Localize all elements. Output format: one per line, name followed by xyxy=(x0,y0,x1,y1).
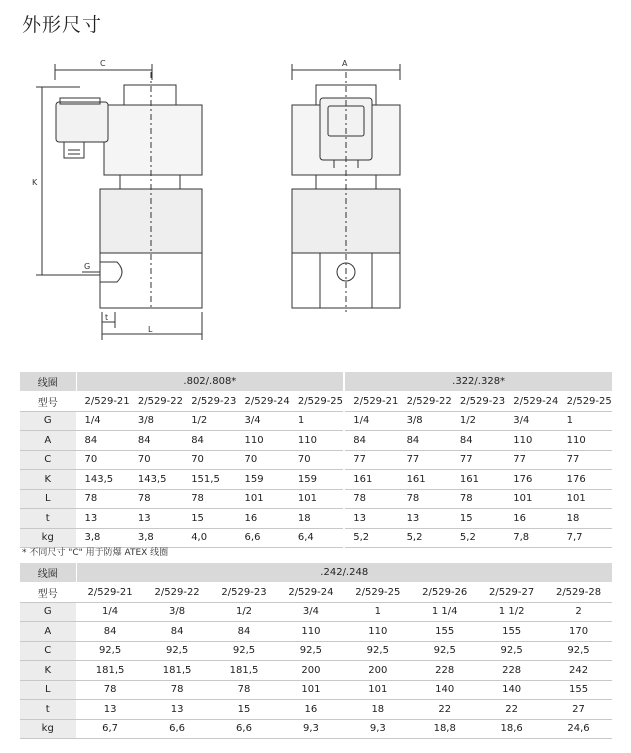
table-cell: 1 1/4 xyxy=(411,602,478,622)
table-cell: 70 xyxy=(290,450,344,470)
model-cell: 2/529-22 xyxy=(144,583,211,603)
dim-label-t: t xyxy=(105,313,109,322)
footnote: * 不同尺寸 "C" 用于防爆 ATEX 线圈 xyxy=(22,548,169,558)
table-cell: 77 xyxy=(452,450,505,470)
table-cell: 3,8 xyxy=(76,528,130,548)
dim-label-c: C xyxy=(100,59,106,68)
row-label: G xyxy=(20,602,76,622)
table-cell: 13 xyxy=(130,509,183,529)
table-cell: 155 xyxy=(545,680,612,700)
dim-label-k: K xyxy=(32,178,38,187)
table-cell: 155 xyxy=(411,622,478,642)
table-cell: 110 xyxy=(559,431,612,451)
table-cell: 1 xyxy=(559,411,612,431)
table-cell: 4,0 xyxy=(183,528,236,548)
dimension-drawing xyxy=(20,50,620,350)
table-cell: 70 xyxy=(183,450,236,470)
table-cell: 3/8 xyxy=(144,602,211,622)
table-cell: 110 xyxy=(277,622,344,642)
row-label: t xyxy=(20,700,76,720)
row-label: K xyxy=(20,470,76,490)
dim-label-l: L xyxy=(148,325,153,334)
table-cell: 16 xyxy=(237,509,290,529)
model-cell: 2/529-21 xyxy=(76,583,144,603)
table-cell: 84 xyxy=(211,622,278,642)
table-cell: 101 xyxy=(505,489,558,509)
table-cell: 3/4 xyxy=(237,411,290,431)
coil-row xyxy=(20,563,612,583)
table-row xyxy=(20,700,612,720)
table-cell: 101 xyxy=(237,489,290,509)
table-cell: 181,5 xyxy=(211,661,278,681)
table-cell: 16 xyxy=(277,700,344,720)
spec-table-1 xyxy=(20,372,612,548)
model-cell: 2/529-25 xyxy=(559,392,612,412)
table-cell: 170 xyxy=(545,622,612,642)
table-cell: 143,5 xyxy=(130,470,183,490)
table-row xyxy=(20,661,612,681)
table-cell: 84 xyxy=(183,431,236,451)
table-cell: 78 xyxy=(452,489,505,509)
table-cell: 6,4 xyxy=(290,528,344,548)
row-label: L xyxy=(20,489,76,509)
table-cell: 77 xyxy=(399,450,452,470)
table-cell: 22 xyxy=(478,700,545,720)
table-cell: 78 xyxy=(344,489,398,509)
table-cell: 7,7 xyxy=(559,528,612,548)
table-cell: 228 xyxy=(478,661,545,681)
coil-group: .242/.248 xyxy=(76,563,612,583)
table-cell: 140 xyxy=(411,680,478,700)
table-cell: 151,5 xyxy=(183,470,236,490)
table-cell: 92,5 xyxy=(144,641,211,661)
table-cell: 92,5 xyxy=(277,641,344,661)
table-cell: 9,3 xyxy=(277,719,344,739)
table-cell: 13 xyxy=(344,509,398,529)
table-cell: 159 xyxy=(237,470,290,490)
table-cell: 5,2 xyxy=(344,528,398,548)
table-cell: 70 xyxy=(237,450,290,470)
table-cell: 181,5 xyxy=(76,661,144,681)
coil-label: 线圈 xyxy=(20,372,76,392)
page-title: 外形尺寸 xyxy=(22,14,103,36)
table-cell: 22 xyxy=(411,700,478,720)
model-cell: 2/529-23 xyxy=(183,392,236,412)
table-cell: 161 xyxy=(344,470,398,490)
dim-label-g: G xyxy=(84,262,91,271)
table-cell: 84 xyxy=(344,431,398,451)
table-cell: 3/4 xyxy=(505,411,558,431)
table-row xyxy=(20,680,612,700)
table-cell: 176 xyxy=(505,470,558,490)
model-cell: 2/529-21 xyxy=(344,392,398,412)
table-cell: 3/8 xyxy=(399,411,452,431)
table-cell: 6,6 xyxy=(237,528,290,548)
table-cell: 1/2 xyxy=(183,411,236,431)
table-row xyxy=(20,411,612,431)
model-label: 型号 xyxy=(20,392,76,412)
table-row xyxy=(20,641,612,661)
table-cell: 92,5 xyxy=(211,641,278,661)
model-cell: 2/529-22 xyxy=(130,392,183,412)
table-cell: 101 xyxy=(559,489,612,509)
table-cell: 200 xyxy=(277,661,344,681)
table-cell: 155 xyxy=(478,622,545,642)
table-cell: 242 xyxy=(545,661,612,681)
table-cell: 92,5 xyxy=(545,641,612,661)
model-cell: 2/529-25 xyxy=(344,583,411,603)
coil-label: 线圈 xyxy=(20,563,76,583)
table-cell: 78 xyxy=(144,680,211,700)
table-cell: 1/4 xyxy=(76,602,144,622)
table-cell: 176 xyxy=(559,470,612,490)
table-cell: 181,5 xyxy=(144,661,211,681)
table-cell: 228 xyxy=(411,661,478,681)
table-cell: 13 xyxy=(76,700,144,720)
row-label: C xyxy=(20,641,76,661)
model-cell: 2/529-24 xyxy=(237,392,290,412)
table-row xyxy=(20,470,612,490)
table-cell: 159 xyxy=(290,470,344,490)
table-cell: 18 xyxy=(559,509,612,529)
table-cell: 92,5 xyxy=(344,641,411,661)
table-cell: 24,6 xyxy=(545,719,612,739)
table-cell: 15 xyxy=(183,509,236,529)
table-cell: 13 xyxy=(76,509,130,529)
row-label: C xyxy=(20,450,76,470)
table-cell: 110 xyxy=(290,431,344,451)
table-cell: 70 xyxy=(76,450,130,470)
row-label: t xyxy=(20,509,76,529)
row-label: L xyxy=(20,680,76,700)
table-cell: 78 xyxy=(211,680,278,700)
model-row xyxy=(20,583,612,603)
table-cell: 92,5 xyxy=(76,641,144,661)
table-cell: 84 xyxy=(399,431,452,451)
model-label: 型号 xyxy=(20,583,76,603)
table-cell: 200 xyxy=(344,661,411,681)
table-cell: 78 xyxy=(76,489,130,509)
table-cell: 1/4 xyxy=(344,411,398,431)
table-cell: 3/4 xyxy=(277,602,344,622)
model-cell: 2/529-23 xyxy=(452,392,505,412)
table-cell: 13 xyxy=(399,509,452,529)
table-cell: 77 xyxy=(505,450,558,470)
model-cell: 2/529-25 xyxy=(290,392,344,412)
table-cell: 84 xyxy=(144,622,211,642)
table-cell: 78 xyxy=(399,489,452,509)
table-cell: 84 xyxy=(452,431,505,451)
table-cell: 27 xyxy=(545,700,612,720)
row-label: kg xyxy=(20,528,76,548)
table-cell: 110 xyxy=(505,431,558,451)
model-cell: 2/529-27 xyxy=(478,583,545,603)
table-cell: 84 xyxy=(76,622,144,642)
table-row xyxy=(20,509,612,529)
table-row xyxy=(20,602,612,622)
table-cell: 161 xyxy=(399,470,452,490)
table-cell: 78 xyxy=(183,489,236,509)
table-cell: 1/2 xyxy=(211,602,278,622)
table-cell: 101 xyxy=(344,680,411,700)
table-cell: 101 xyxy=(290,489,344,509)
table-cell: 3,8 xyxy=(130,528,183,548)
row-label: A xyxy=(20,431,76,451)
model-cell: 2/529-24 xyxy=(277,583,344,603)
model-cell: 2/529-22 xyxy=(399,392,452,412)
table-cell: 70 xyxy=(130,450,183,470)
table-cell: 7,8 xyxy=(505,528,558,548)
table-cell: 110 xyxy=(344,622,411,642)
table-cell: 6,7 xyxy=(76,719,144,739)
table-cell: 1 xyxy=(344,602,411,622)
table-cell: 9,3 xyxy=(344,719,411,739)
table-cell: 6,6 xyxy=(211,719,278,739)
table-row xyxy=(20,489,612,509)
model-cell: 2/529-21 xyxy=(76,392,130,412)
table-cell: 6,6 xyxy=(144,719,211,739)
table-row xyxy=(20,431,612,451)
table-cell: 18,6 xyxy=(478,719,545,739)
table-cell: 16 xyxy=(505,509,558,529)
row-label: K xyxy=(20,661,76,681)
table-cell: 2 xyxy=(545,602,612,622)
table-cell: 5,2 xyxy=(399,528,452,548)
table-row xyxy=(20,719,612,739)
row-label: A xyxy=(20,622,76,642)
coil-group: .802/.808* xyxy=(76,372,344,392)
table-row xyxy=(20,622,612,642)
table-cell: 110 xyxy=(237,431,290,451)
coil-row xyxy=(20,372,612,392)
table-cell: 15 xyxy=(452,509,505,529)
model-cell: 2/529-28 xyxy=(545,583,612,603)
model-cell: 2/529-26 xyxy=(411,583,478,603)
model-cell: 2/529-23 xyxy=(211,583,278,603)
table-cell: 1 1/2 xyxy=(478,602,545,622)
table-cell: 77 xyxy=(559,450,612,470)
model-cell: 2/529-24 xyxy=(505,392,558,412)
table-cell: 1/2 xyxy=(452,411,505,431)
row-label: kg xyxy=(20,719,76,739)
table-cell: 78 xyxy=(76,680,144,700)
table-cell: 5,2 xyxy=(452,528,505,548)
table-cell: 101 xyxy=(277,680,344,700)
table-cell: 140 xyxy=(478,680,545,700)
table-cell: 15 xyxy=(211,700,278,720)
table-cell: 92,5 xyxy=(411,641,478,661)
table-cell: 18 xyxy=(344,700,411,720)
table-cell: 18,8 xyxy=(411,719,478,739)
table-cell: 77 xyxy=(344,450,398,470)
row-label: G xyxy=(20,411,76,431)
table-cell: 18 xyxy=(290,509,344,529)
coil-group: .322/.328* xyxy=(344,372,612,392)
dim-label-a: A xyxy=(342,59,348,68)
table-cell: 161 xyxy=(452,470,505,490)
table-cell: 3/8 xyxy=(130,411,183,431)
spec-table-2 xyxy=(20,563,612,739)
table-row xyxy=(20,450,612,470)
table-cell: 84 xyxy=(130,431,183,451)
table-cell: 143,5 xyxy=(76,470,130,490)
table-cell: 92,5 xyxy=(478,641,545,661)
table-cell: 1 xyxy=(290,411,344,431)
model-row xyxy=(20,392,612,412)
table-cell: 84 xyxy=(76,431,130,451)
table-cell: 13 xyxy=(144,700,211,720)
table-cell: 78 xyxy=(130,489,183,509)
table-cell: 1/4 xyxy=(76,411,130,431)
